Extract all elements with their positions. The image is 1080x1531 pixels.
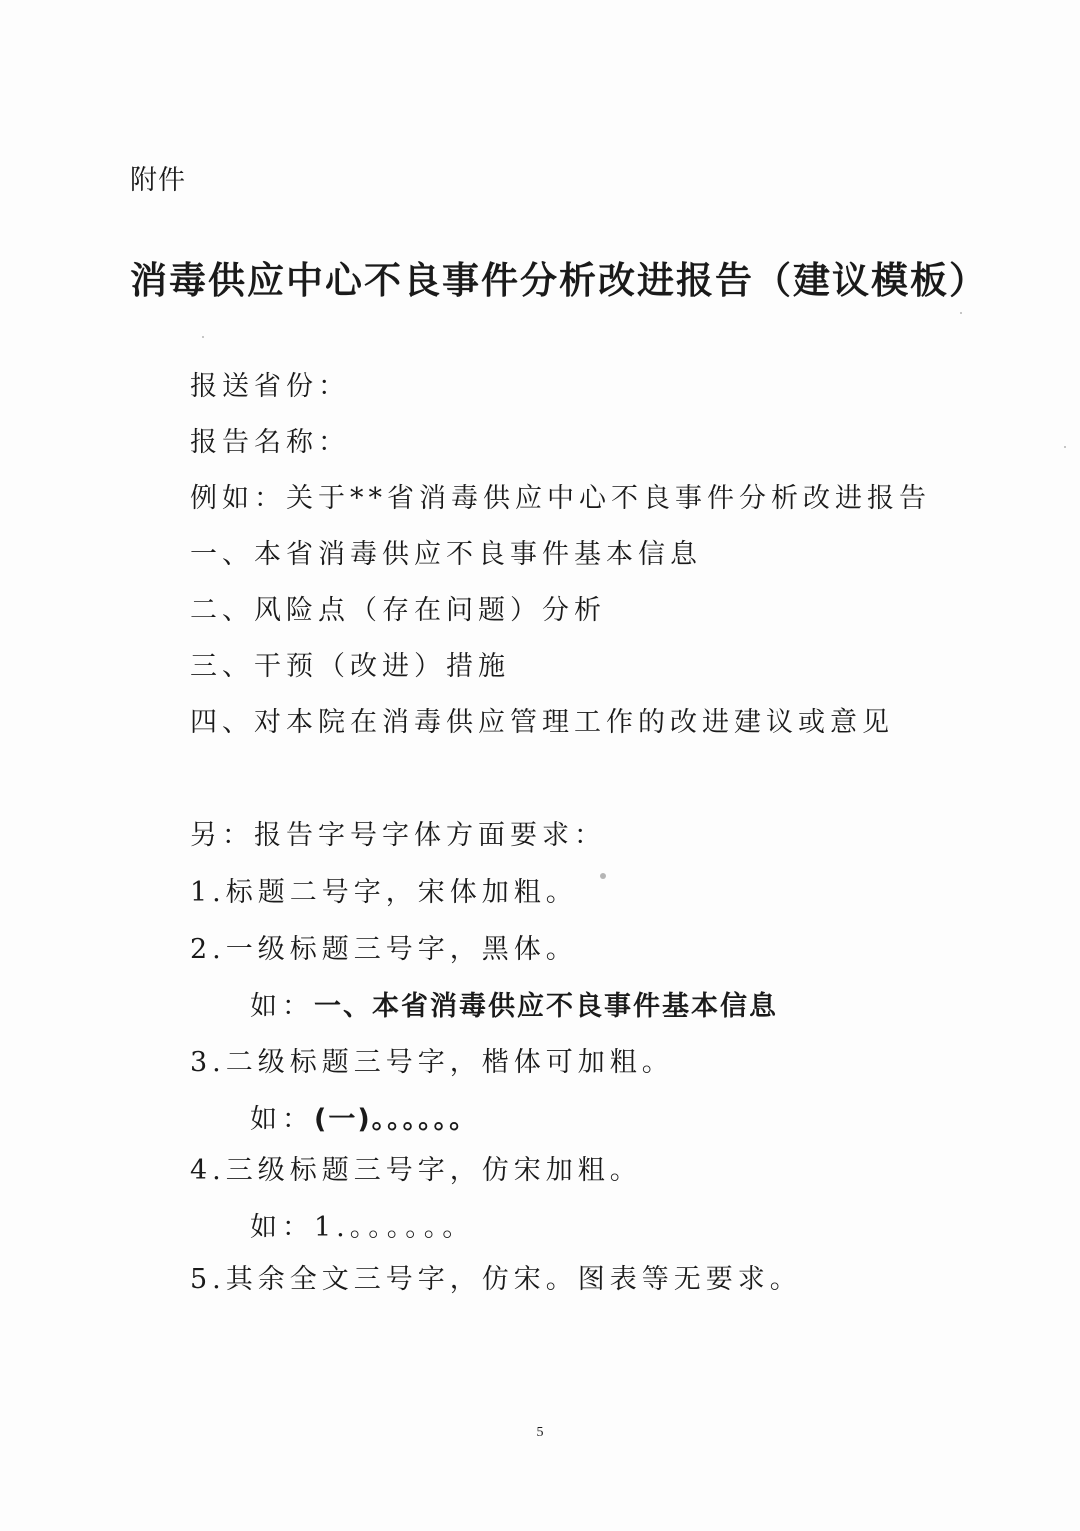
example-prefix: 如： xyxy=(250,1104,314,1135)
example-level1-heading: 一、本省消毒供应不良事件基本信息 xyxy=(314,991,778,1022)
section-heading-2: 二、风险点（存在问题）分析 xyxy=(190,595,606,626)
requirement-example-4 xyxy=(250,1205,474,1244)
requirement-example-2 xyxy=(250,984,778,1023)
page-number: 5 xyxy=(536,1425,544,1440)
field-province: 报送省份： xyxy=(190,371,350,402)
requirements-intro: 另：报告字号字体方面要求： xyxy=(190,820,606,851)
example-level3-heading: 1.。。。。。。 xyxy=(314,1212,475,1243)
requirement-example-3 xyxy=(250,1097,478,1136)
example-prefix: 如： xyxy=(250,991,314,1022)
requirement-item-3: 3.二级标题三号字，楷体可加粗。 xyxy=(190,1047,674,1078)
field-example: 例如：关于**省消毒供应中心不良事件分析改进报告 xyxy=(190,483,931,514)
scan-speck xyxy=(1064,446,1066,448)
example-level2-heading: (一)。。。。。。 xyxy=(314,1104,479,1135)
requirement-item-2: 2.一级标题三号字，黑体。 xyxy=(190,934,578,965)
requirement-item-4: 4.三级标题三号字，仿宋加粗。 xyxy=(190,1155,642,1186)
example-prefix: 如： xyxy=(250,1212,314,1243)
section-heading-1: 一、本省消毒供应不良事件基本信息 xyxy=(190,539,702,570)
section-heading-4: 四、对本院在消毒供应管理工作的改进建议或意见 xyxy=(190,707,894,738)
scan-speck xyxy=(202,336,204,338)
document-title: 消毒供应中心不良事件分析改进报告（建议模板） xyxy=(130,259,988,302)
requirement-item-5: 5.其余全文三号字，仿宋。图表等无要求。 xyxy=(190,1264,802,1295)
section-heading-3: 三、干预（改进）措施 xyxy=(190,651,510,682)
attachment-label: 附件 xyxy=(130,165,186,196)
scan-speck xyxy=(600,873,606,879)
scan-speck xyxy=(960,312,962,314)
field-report-name: 报告名称： xyxy=(190,427,350,458)
requirement-item-1: 1.标题二号字，宋体加粗。 xyxy=(190,877,578,908)
